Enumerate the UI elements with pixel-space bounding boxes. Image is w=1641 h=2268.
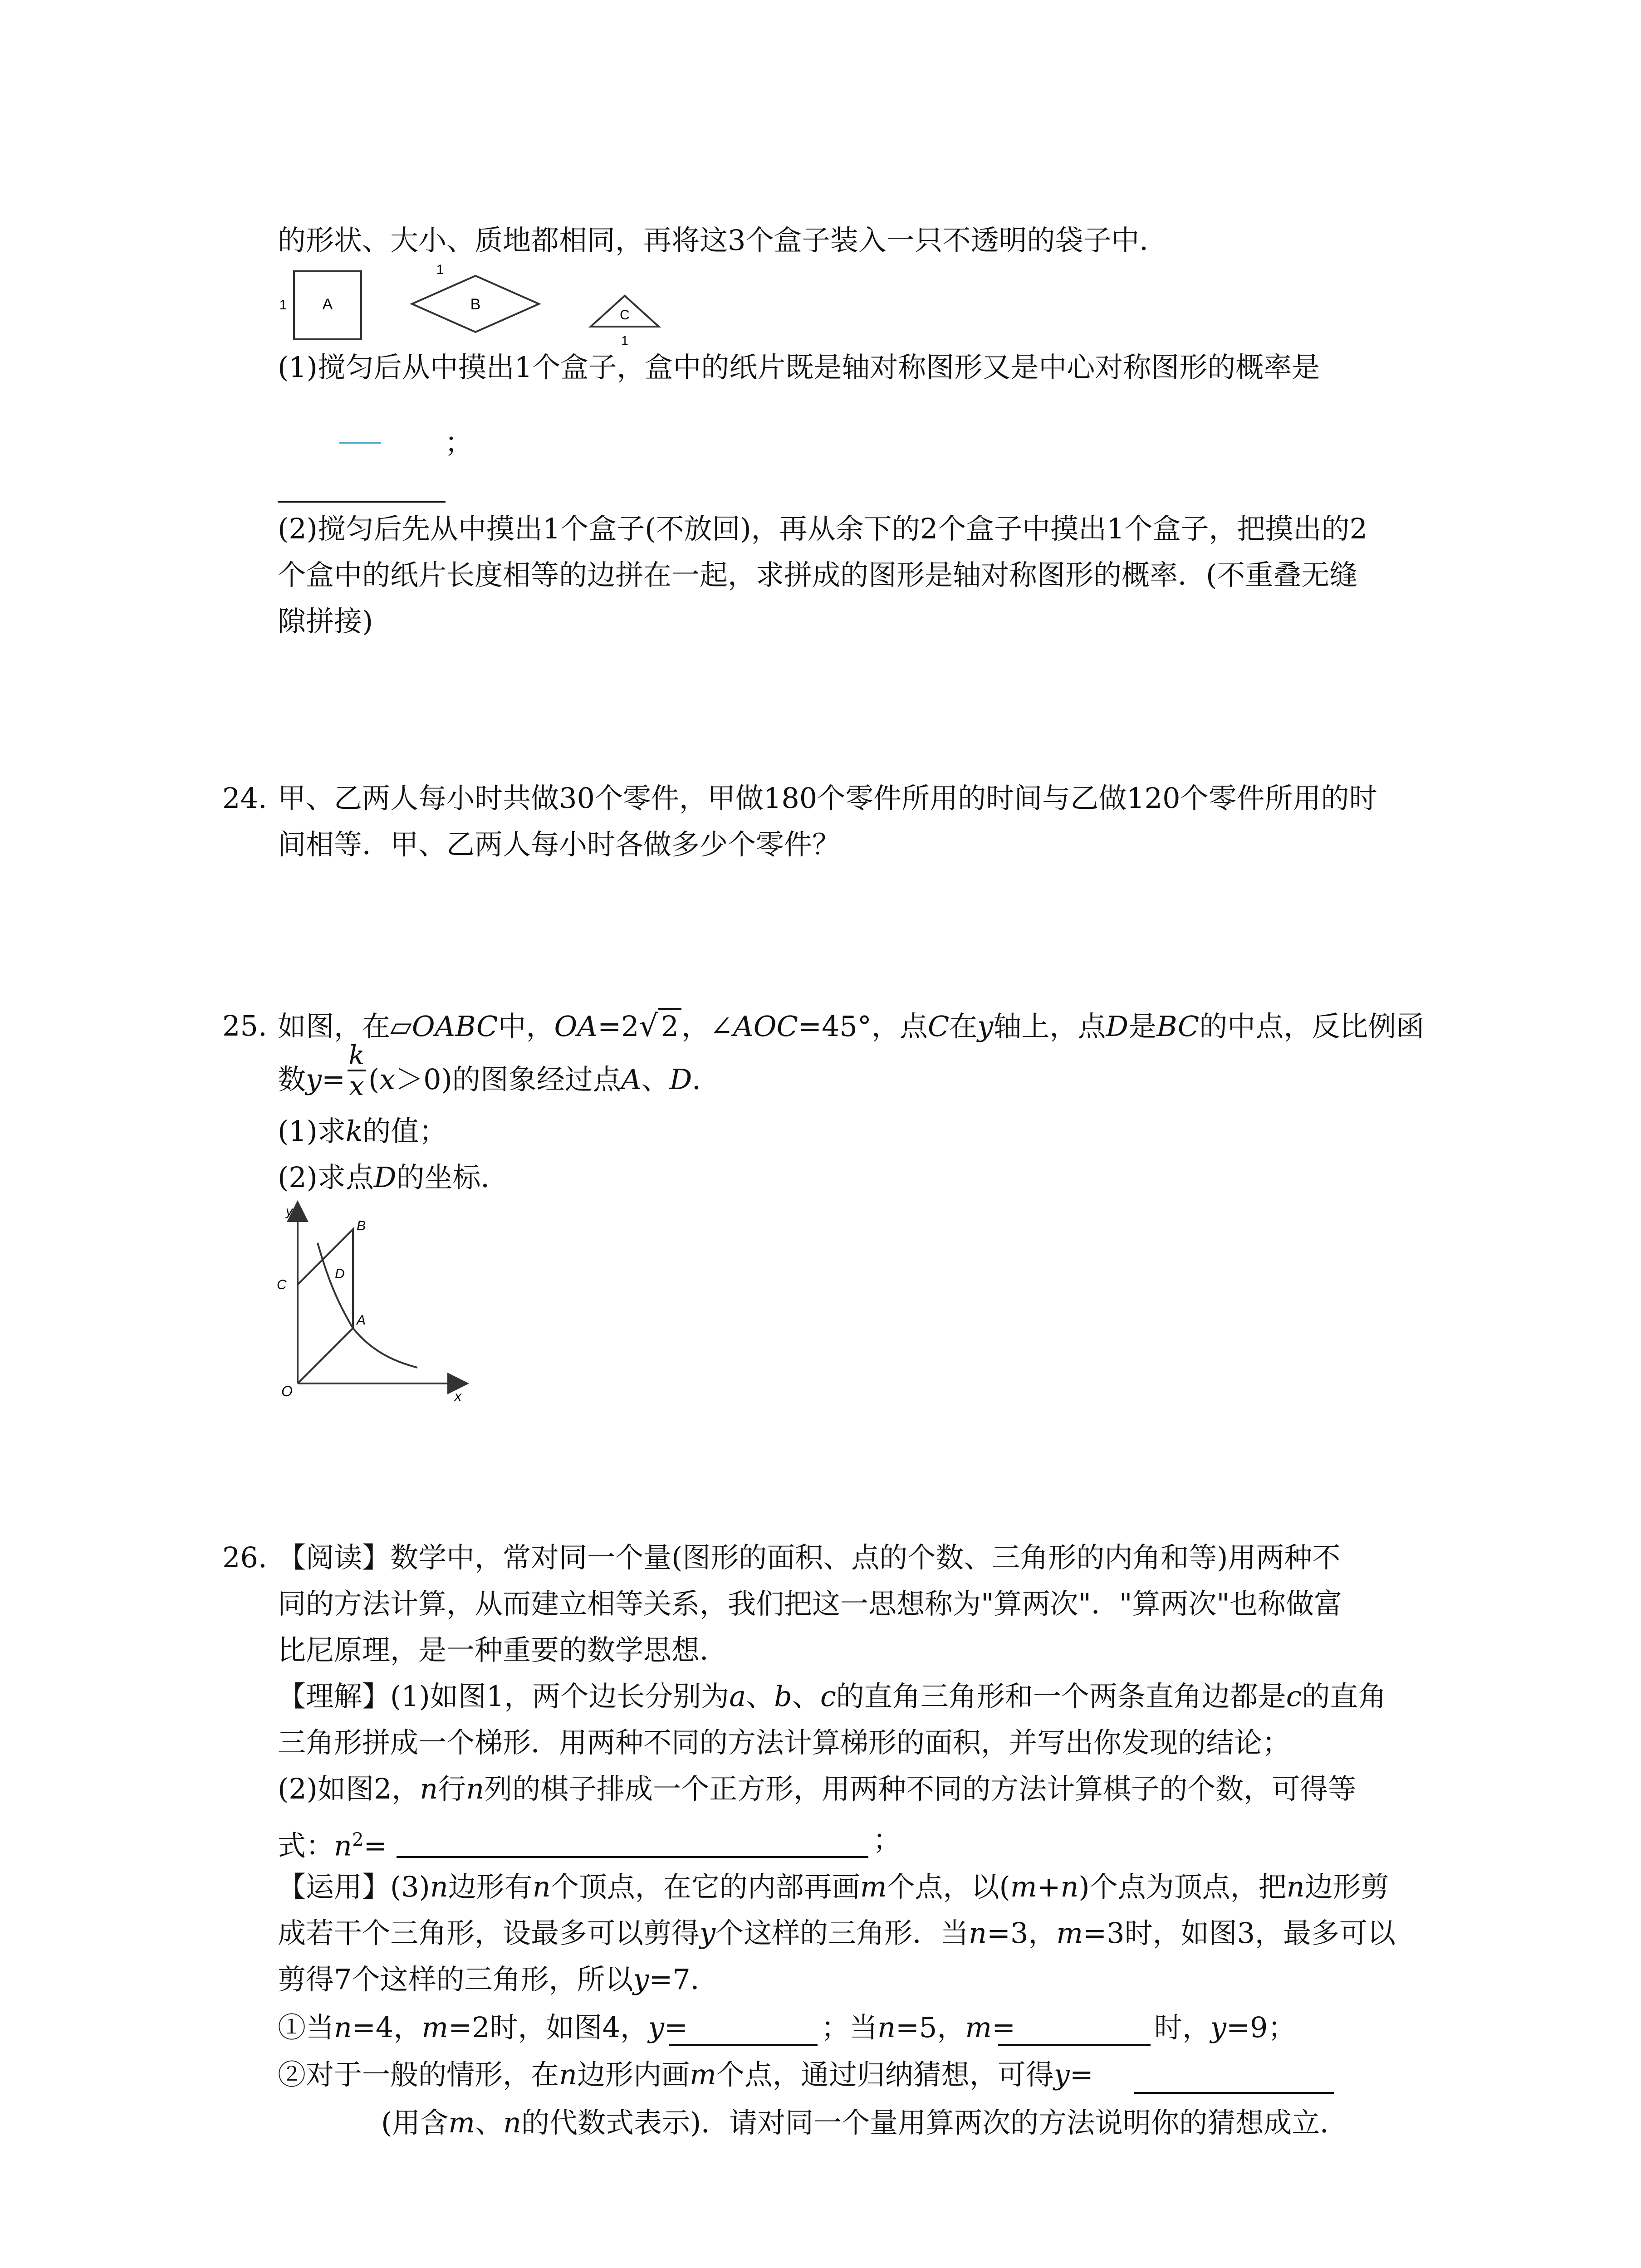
q23-part2-line2: 个盒中的纸片长度相等的边拼在一起，求拼成的图形是轴对称图形的概率．(不重叠无缝 bbox=[278, 558, 1358, 591]
exponent: 2 bbox=[352, 1829, 364, 1850]
origin-label: O bbox=[281, 1383, 293, 1399]
q26-n-squared-blank[interactable] bbox=[397, 1856, 868, 1858]
q25-line2-suffix: (x＞0)的图象经过点A、D． bbox=[368, 1063, 720, 1096]
triangle-c-side: 1 bbox=[621, 333, 628, 347]
y-axis-label: y bbox=[286, 1204, 293, 1219]
q25-line2-prefix: 数y= bbox=[278, 1063, 345, 1096]
sqrt-sign: √ bbox=[639, 1008, 658, 1043]
q25-part2: (2)求点D的坐标． bbox=[278, 1161, 509, 1194]
q23-part1-end: ； bbox=[445, 426, 473, 459]
fraction-numerator: k bbox=[348, 1040, 365, 1070]
q23-part2-line3: 隙拼接) bbox=[278, 605, 373, 638]
q26-line11-part-b: ；当n=5，m= bbox=[821, 2011, 1016, 2044]
q25-line1: 如图，在▱OABC中，OA=2√2，∠AOC=45°，点C在y轴上，点D是BC的中点，反比例函 bbox=[278, 1008, 1425, 1043]
q25-number: 25. bbox=[222, 1009, 267, 1042]
point-b-label: B bbox=[357, 1218, 366, 1233]
rhombus-b-label: B bbox=[470, 296, 481, 313]
sqrt-radicand: 2 bbox=[658, 1008, 681, 1043]
rhombus-b-side: 1 bbox=[436, 262, 444, 277]
q25-fraction-k-over-x bbox=[348, 1041, 366, 1100]
q26-line12: ②对于一般的情形，在n边形内画m个点，通过归纳猜想，可得y= bbox=[278, 2058, 1093, 2091]
q26-general-y-blank[interactable] bbox=[1134, 2092, 1334, 2094]
q23-part1: (1)搅匀后从中摸出1个盒子，盒中的纸片既是轴对称图形又是中心对称图形的概率是 bbox=[278, 351, 1320, 384]
square-a-side: 1 bbox=[279, 298, 287, 313]
q23-part1-fraction-bar bbox=[339, 442, 381, 444]
q26-y-blank-1[interactable] bbox=[669, 2044, 818, 2046]
q26-line11-part-a: ①当n=4，m=2时，如图4，y= bbox=[278, 2011, 688, 2044]
q26-line6: (2)如图2，n行n列的棋子排成一个正方形，用两种不同的方法计算棋子的个数，可得等 bbox=[278, 1772, 1357, 1805]
q24-line2: 间相等．甲、乙两人每小时各做多少个零件？ bbox=[278, 828, 841, 861]
q26-line5: 三角形拼成一个梯形．用两种不同的方法计算梯形的面积，并写出你发现的结论； bbox=[278, 1726, 1291, 1759]
q26-line10: 剪得7个这样的三角形，所以y=7． bbox=[278, 1963, 719, 1996]
page-number bbox=[789, 2263, 834, 2268]
q26-line4: 【理解】(1)如图1，两个边长分别为a、b、c的直角三角形和一个两条直角边都是c的直角 bbox=[278, 1680, 1386, 1713]
q26-line2: 同的方法计算，从而建立相等关系，我们把这一思想称为"算两次"．"算两次"也称做富 bbox=[278, 1587, 1342, 1620]
q26-line7-end: ； bbox=[873, 1823, 901, 1856]
square-a-label: A bbox=[322, 296, 333, 313]
fraction-denominator: x bbox=[349, 1070, 364, 1101]
q24-line1: 甲、乙两人每小时共做30个零件，甲做180个零件所用的时间与乙做120个零件所用的时 bbox=[278, 782, 1377, 815]
q23-part2-line1: (2)搅匀后先从中摸出1个盒子(不放回)，再从余下的2个盒子中摸出1个盒子，把摸出的2 bbox=[278, 512, 1367, 545]
q26-line9: 成若干个三角形，设最多可以剪得y个这样的三角形．当n=3，m=3时，如图3，最多可以 bbox=[278, 1916, 1396, 1950]
q25-part1: (1)求k的值； bbox=[278, 1114, 447, 1148]
point-c-label: C bbox=[277, 1277, 287, 1292]
q26-line8: 【运用】(3)n边形有n个顶点，在它的内部再画m个点，以(m+n)个点为顶点，把n边形剪 bbox=[278, 1870, 1389, 1903]
q23-shapes-figure bbox=[268, 263, 676, 349]
q26-m-blank[interactable] bbox=[998, 2044, 1151, 2046]
q26-number: 26. bbox=[222, 1541, 267, 1574]
q26-line7: 式：$n^2=$ bbox=[278, 1829, 387, 1862]
q26-line1: 【阅读】数学中，常对同一个量(图形的面积、点的个数、三角形的内角和等)用两种不 bbox=[278, 1541, 1341, 1574]
q23-line0: 的形状、大小、质地都相同，再将这3个盒子装入一只不透明的袋子中． bbox=[278, 224, 1168, 257]
point-d-label: D bbox=[335, 1266, 345, 1281]
x-axis-label: x bbox=[455, 1389, 461, 1404]
q26-line11-part-c: 时，y=9； bbox=[1154, 2011, 1296, 2044]
q23-part1-answer-blank[interactable] bbox=[278, 501, 446, 503]
point-a-label: A bbox=[357, 1313, 366, 1328]
parallelogram-oabc bbox=[298, 1229, 353, 1383]
q24-number: 24. bbox=[222, 782, 267, 815]
triangle-c-label: C bbox=[620, 308, 630, 323]
q26-line13: (用含m、n的代数式表示)．请对同一个量用算两次的方法说明你的猜想成立． bbox=[381, 2106, 1348, 2139]
q25-coordinate-figure bbox=[268, 1202, 472, 1402]
q26-line3: 比尼原理，是一种重要的数学思想． bbox=[278, 1633, 728, 1667]
